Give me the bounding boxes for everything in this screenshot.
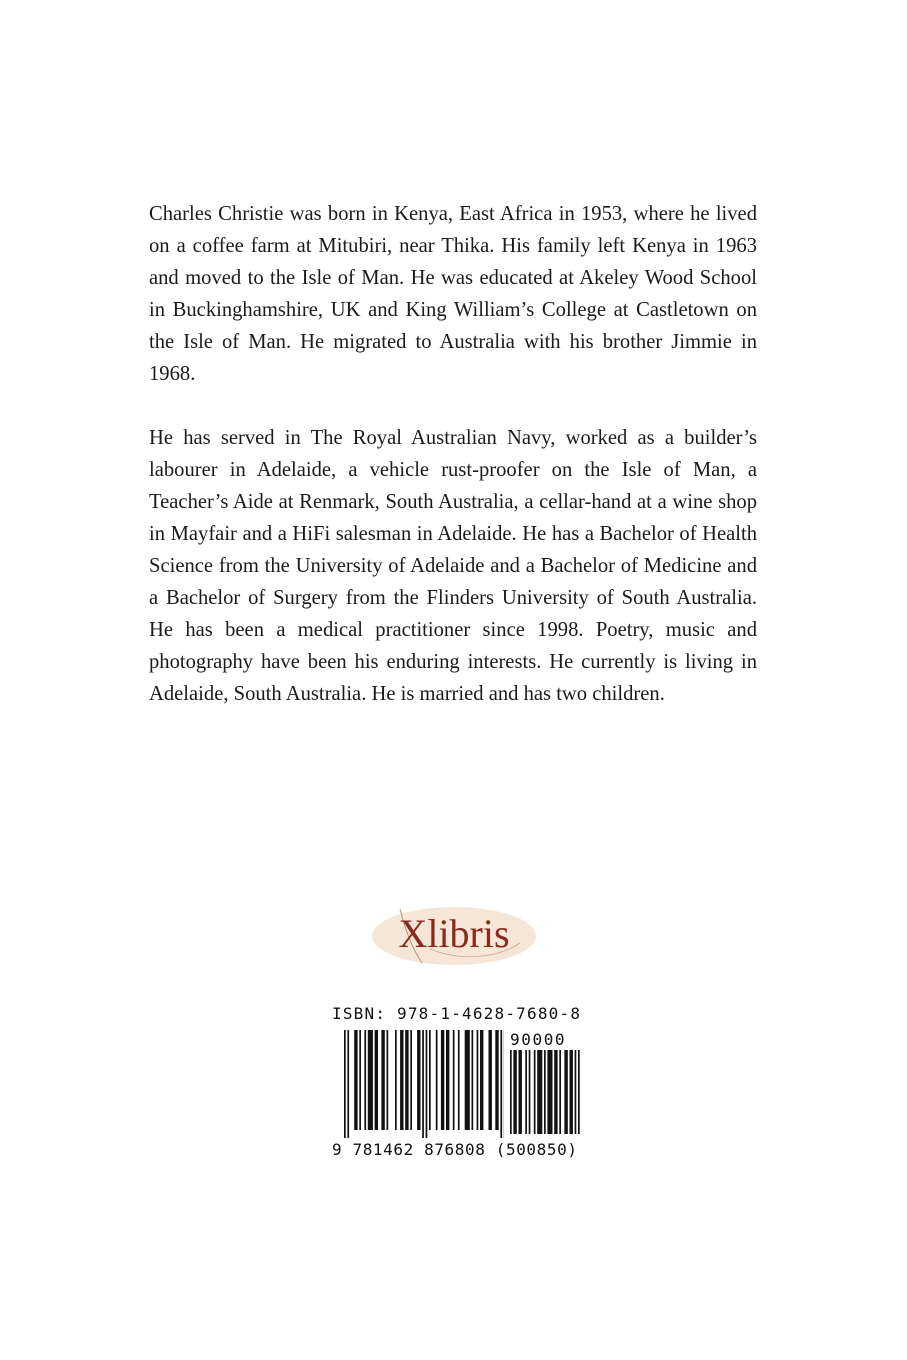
isbn-label: ISBN: 978-1-4628-7680-8 bbox=[332, 1004, 582, 1023]
barcode-bar bbox=[422, 1030, 424, 1138]
barcode-bar bbox=[564, 1050, 567, 1134]
barcode-bar bbox=[400, 1030, 403, 1130]
barcode-bar bbox=[417, 1030, 420, 1130]
barcode-bar bbox=[477, 1030, 479, 1130]
barcode-bar bbox=[441, 1030, 444, 1130]
barcode-bar bbox=[519, 1050, 522, 1134]
barcode-bar bbox=[359, 1030, 361, 1130]
barcode-bar bbox=[458, 1030, 460, 1130]
addon-barcode-bars bbox=[510, 1050, 582, 1140]
barcode-bar bbox=[426, 1030, 428, 1138]
barcode-bar bbox=[375, 1030, 378, 1130]
barcode-bar bbox=[387, 1030, 389, 1130]
barcode-bar bbox=[559, 1050, 561, 1134]
barcode-bar bbox=[429, 1030, 431, 1130]
barcode-bar bbox=[364, 1030, 366, 1130]
barcode-bar bbox=[465, 1030, 470, 1130]
barcode-bar bbox=[480, 1030, 483, 1130]
barcode-bar bbox=[446, 1030, 449, 1130]
price-code: 90000 bbox=[510, 1030, 567, 1049]
barcode-bar bbox=[529, 1050, 531, 1134]
barcode-bar bbox=[495, 1030, 498, 1130]
barcode-bar bbox=[395, 1030, 397, 1130]
isbn-barcode bbox=[332, 1004, 592, 1164]
barcode-bar bbox=[537, 1050, 542, 1134]
bio-paragraph-1: Charles Christie was born in Kenya, East Africa in 1953, where he lived on a coffee farm at Mitubiri, near Thika. His family left Kenya in 1963 and moved to the Isle of Man. He was educated at Akeley Wood School in Buckinghamshire, UK and King William’s College at Castletown on the Isle of Man. He migrated to Australia with his brother Jimmie in 1968. bbox=[149, 203, 757, 385]
barcode-bar bbox=[410, 1030, 412, 1130]
barcode-bar bbox=[354, 1030, 357, 1130]
barcode-bar bbox=[347, 1030, 349, 1138]
barcode-bar bbox=[544, 1050, 546, 1134]
barcode-bar bbox=[534, 1050, 536, 1134]
barcode-bar bbox=[453, 1030, 455, 1130]
barcode-bar bbox=[547, 1050, 552, 1134]
barcode-bar bbox=[554, 1050, 557, 1134]
ean-barcode-bars bbox=[344, 1030, 504, 1140]
barcode-bar bbox=[472, 1030, 474, 1130]
barcode-bar bbox=[381, 1030, 384, 1130]
barcode-bar bbox=[405, 1030, 408, 1130]
barcode-bar bbox=[489, 1030, 492, 1130]
barcode-bar bbox=[570, 1050, 573, 1134]
barcode-bar bbox=[525, 1050, 527, 1134]
ean-digits: 9 781462 876808 (500850) bbox=[332, 1140, 578, 1159]
barcode-bar bbox=[436, 1030, 438, 1130]
barcode-bar bbox=[578, 1050, 580, 1134]
publisher-logo-graphic bbox=[370, 903, 538, 967]
publisher-name: Xlibris bbox=[398, 911, 510, 956]
author-bio bbox=[149, 198, 757, 710]
barcode-bar bbox=[513, 1050, 516, 1134]
barcode-bar bbox=[368, 1030, 373, 1130]
barcode-bar bbox=[575, 1050, 577, 1134]
barcode-bar bbox=[510, 1050, 512, 1134]
barcode-bar bbox=[500, 1030, 502, 1138]
barcode-bar bbox=[344, 1030, 346, 1138]
bio-paragraph-2: He has served in The Royal Australian Navy, worked as a builder’s labourer in Adelaide, a vehicle rust-proofer on the Isle of Man, a Teacher’s Aide at Renmark, South Australia, a cellar-hand at a wine shop in Mayfair and a HiFi salesman in Adelaide. He has a Bachelor of Health Science from the University of Adelaide and a Bachelor of Medicine and a Bachelor of Surgery from the Flinders University of South Australia. He has been a medical practitioner since 1998. Poetry, music and photography have been his enduring interests. He currently is living in Adelaide, South Australia. He is married and has two children. bbox=[149, 427, 757, 705]
publisher-logo bbox=[370, 903, 538, 967]
